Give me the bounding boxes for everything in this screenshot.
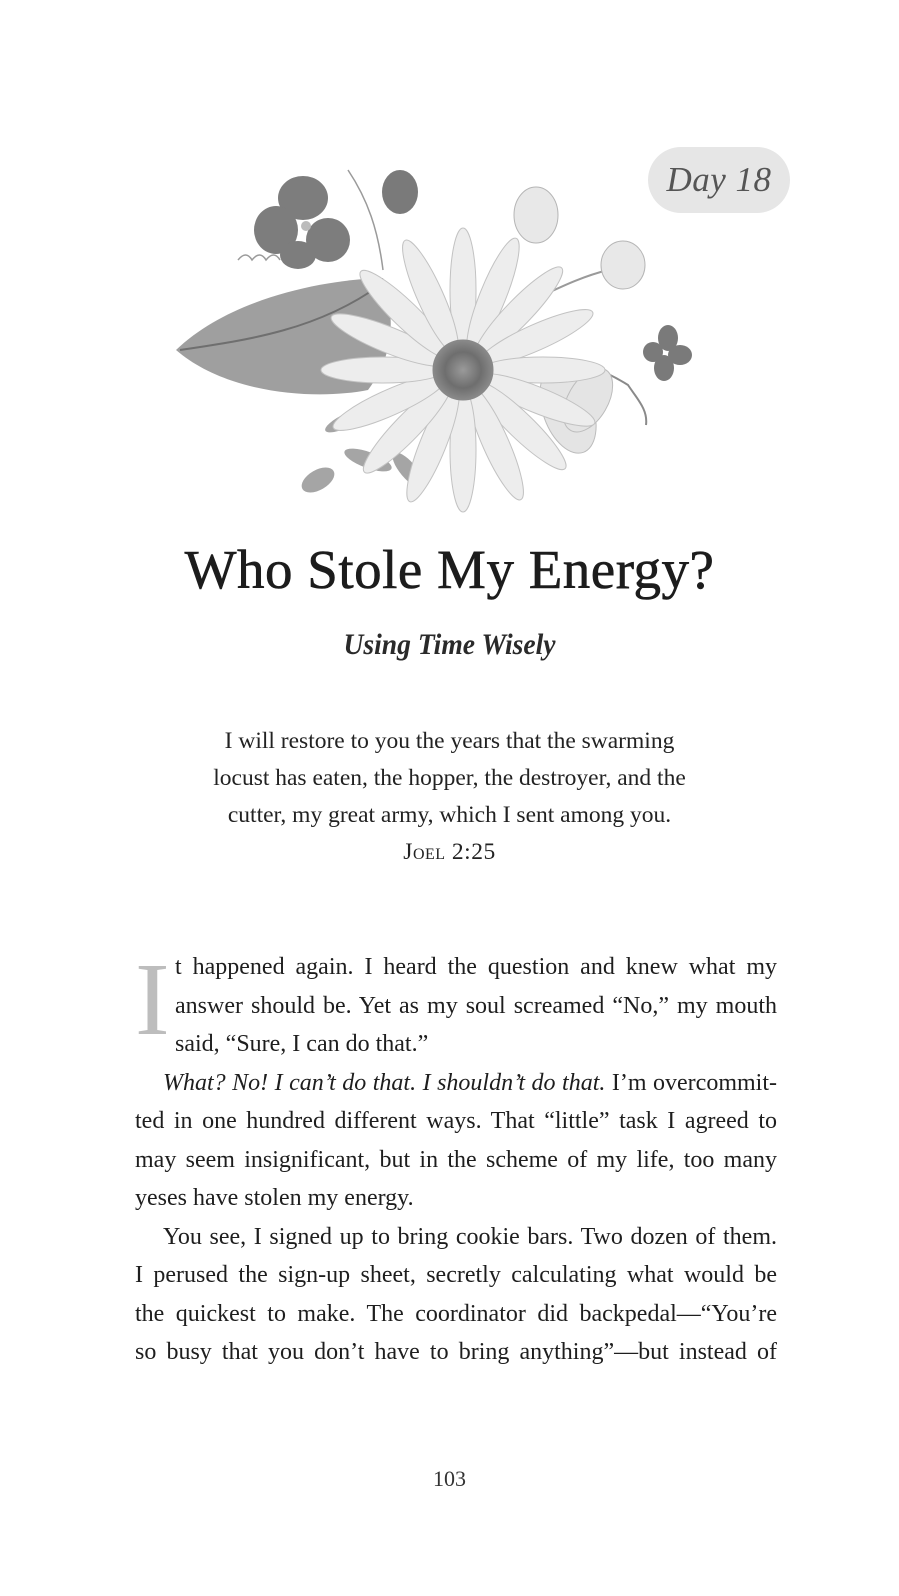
epigraph [0, 723, 899, 871]
text-line: ted in one hundred different ways. That “little” task I agreed to [135, 1108, 777, 1134]
text-line [135, 1064, 777, 1103]
page-number: 103 [433, 1466, 466, 1491]
paragraph [135, 1218, 777, 1372]
chapter-subtitle: Using Time Wisely [343, 628, 556, 661]
epigraph-reference: Joel 2:25 [403, 839, 496, 865]
floral-illustration [168, 160, 708, 520]
italic-lead: What? No! I can’t do that. I shouldn’t do that. [163, 1069, 606, 1096]
day-badge-label: Day 18 [666, 160, 772, 199]
text-line: yeses have stolen my energy. [135, 1185, 414, 1211]
daisy-flower-icon [321, 228, 605, 512]
bud-icon [382, 170, 418, 214]
drop-cap: I [135, 942, 170, 1057]
text-line: so busy that you don’t have to bring anything”—but instead of [135, 1339, 777, 1365]
text-line: the quickest to make. The coordinator did backpedal—“You’re [135, 1300, 777, 1327]
body-text [135, 942, 777, 1372]
violet-flower-icon [254, 176, 350, 269]
epigraph-line: I will restore to you the years that the swarming [224, 728, 675, 754]
small-violet-icon [643, 325, 692, 381]
epigraph-line: locust has eaten, the hopper, the destroyer, and the [213, 765, 686, 791]
text-line: answer should be. Yet as my soul screamed “No,” my mouth [175, 992, 777, 1019]
white-bud-icon [601, 241, 645, 289]
paragraph [135, 942, 777, 1064]
text-line: You see, I signed up to bring cookie bars. Two dozen of them. [163, 1223, 777, 1250]
text-line: I perused the sign-up sheet, secretly calculating what would be [135, 1262, 777, 1288]
paragraph [135, 1064, 777, 1218]
epigraph-line: cutter, my great army, which I sent among you. [227, 802, 672, 828]
text-line: said, “Sure, I can do that.” [175, 1031, 429, 1057]
white-bud-icon [514, 187, 558, 243]
chapter-title: Who Stole My Energy? [184, 539, 715, 600]
text-line: t happened again. I heard the question and knew what my [175, 954, 777, 980]
text-line: may seem insignificant, but in the scheme of my life, too many [135, 1146, 777, 1173]
text-fragment: I’m overcommit- [605, 1069, 777, 1096]
